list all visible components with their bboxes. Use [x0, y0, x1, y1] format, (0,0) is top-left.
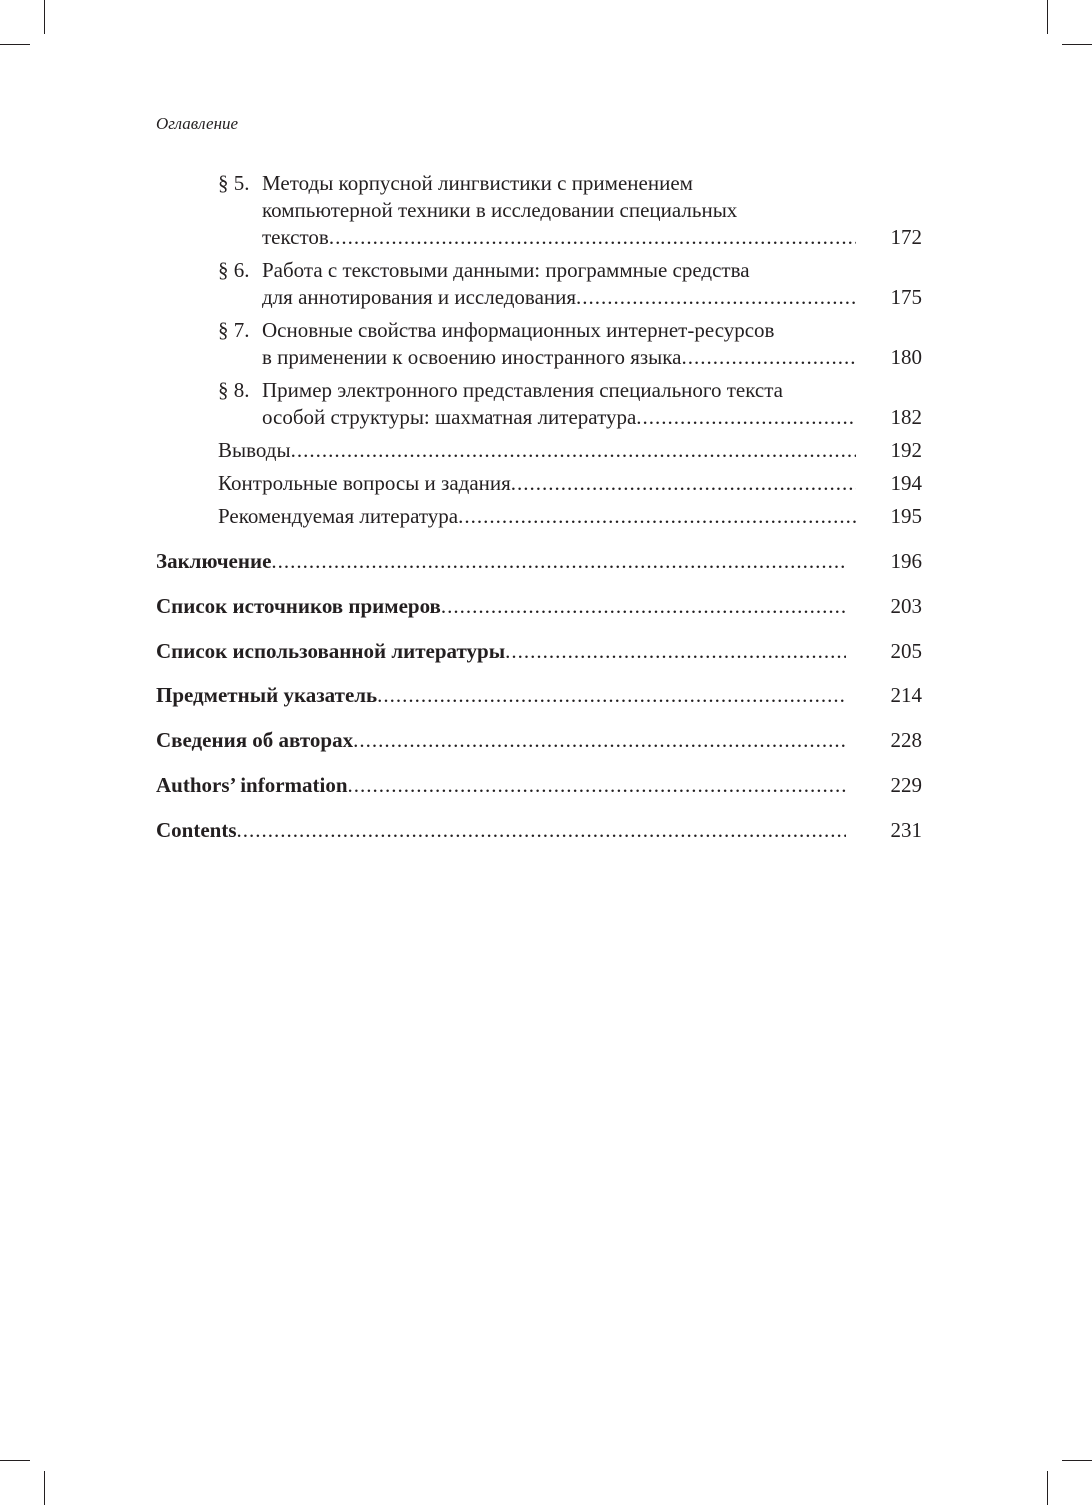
section-title-line: текстов — [262, 225, 329, 249]
running-head: Оглавление — [156, 114, 239, 133]
entry-label: Authors’ information — [156, 773, 348, 797]
page-number: 192 — [890, 438, 922, 462]
toc-entry[interactable] — [156, 817, 846, 844]
dot-leader — [636, 404, 856, 431]
section-number: § 7. — [218, 318, 250, 342]
dot-leader — [348, 772, 846, 799]
page-number: 205 — [890, 639, 922, 663]
page-number: 195 — [890, 504, 922, 528]
page-number: 175 — [890, 285, 922, 309]
dot-leader — [291, 437, 856, 464]
dot-leader — [458, 503, 856, 530]
toc-entry[interactable] — [262, 224, 856, 251]
dot-leader — [576, 284, 856, 311]
page-number: 203 — [890, 594, 922, 618]
toc-entry[interactable] — [156, 727, 846, 754]
entry-label: Контрольные вопросы и задания — [218, 471, 511, 495]
dot-leader — [441, 593, 846, 620]
dot-leader — [353, 727, 846, 754]
section-title-line: особой структуры: шахматная литература — [262, 405, 637, 429]
toc-entry[interactable] — [156, 772, 846, 799]
section-title-line: Основные свойства информационных интернет-ресурсов — [262, 318, 775, 342]
page-number: 182 — [890, 405, 922, 429]
entry-label: Список использованной литературы — [156, 639, 506, 663]
dot-leader — [511, 470, 856, 497]
entry-label: Сведения об авторах — [156, 728, 354, 752]
section-title-line: в применении к освоению иностранного языка — [262, 345, 682, 369]
toc-entry[interactable] — [218, 437, 856, 464]
page-number: 196 — [890, 549, 922, 573]
section-number: § 8. — [218, 378, 250, 402]
section-number: § 6. — [218, 258, 250, 282]
entry-label: Contents — [156, 818, 237, 842]
section-title-line: Работа с текстовыми данными: программные средства — [262, 258, 750, 282]
toc-entry[interactable] — [262, 404, 856, 431]
section-title-line: Методы корпусной лингвистики с применением — [262, 171, 693, 195]
entry-label: Заключение — [156, 549, 272, 573]
page-number: 180 — [890, 345, 922, 369]
toc-entry[interactable] — [262, 284, 856, 311]
toc-entry[interactable] — [156, 593, 846, 620]
entry-label: Выводы — [218, 438, 291, 462]
section-number: § 5. — [218, 171, 250, 195]
entry-label: Список источников примеров — [156, 594, 441, 618]
toc-entry[interactable] — [156, 638, 846, 665]
dot-leader — [271, 548, 846, 575]
dot-leader — [237, 817, 846, 844]
toc-entry[interactable] — [218, 503, 856, 530]
toc-entry[interactable] — [156, 548, 846, 575]
toc-entry[interactable] — [156, 682, 846, 709]
section-title-line: для аннотирования и исследования — [262, 285, 577, 309]
page-number: 172 — [890, 225, 922, 249]
toc-entry[interactable] — [262, 344, 856, 371]
entry-label: Рекомендуемая литература — [218, 504, 459, 528]
dot-leader — [377, 682, 846, 709]
dot-leader — [505, 638, 846, 665]
dot-leader — [329, 224, 856, 251]
dot-leader — [682, 344, 857, 371]
section-title-line: компьютерной техники в исследовании специальных — [262, 198, 738, 222]
page-number: 231 — [890, 818, 922, 842]
page-number: 214 — [890, 683, 922, 707]
page-number: 229 — [890, 773, 922, 797]
section-title-line: Пример электронного представления специального текста — [262, 378, 783, 402]
toc-entry[interactable] — [218, 470, 856, 497]
entry-label: Предметный указатель — [156, 683, 378, 707]
page-number: 194 — [890, 471, 922, 495]
page-number: 228 — [890, 728, 922, 752]
